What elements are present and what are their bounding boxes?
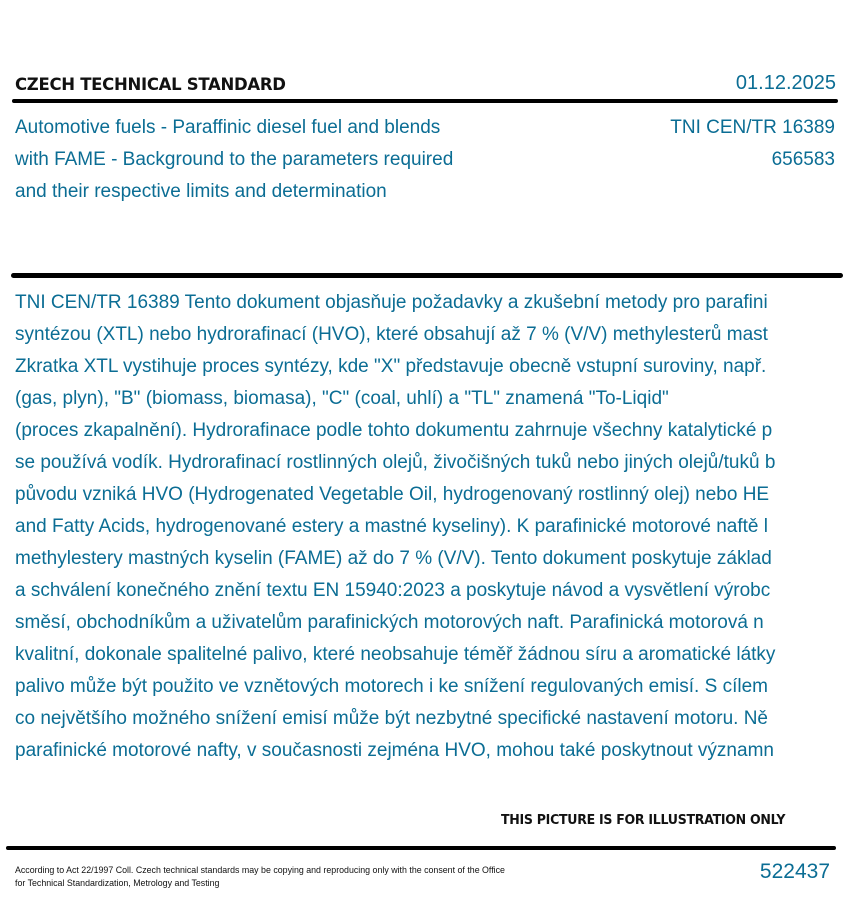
footer-divider	[6, 846, 836, 850]
abstract-text	[15, 287, 865, 767]
footer-number: 522437	[759, 860, 830, 883]
abstract-line: (proces zkapalnění). Hydrorafinace podle tohto dokumentu zahrnuje všechny katalytické p	[15, 420, 773, 441]
abstract-line: palivo může být použito ve vznětových motorech i ke snížení regulovaných emisí. S cílem	[15, 676, 768, 697]
publication-date: 01.12.2025	[735, 72, 836, 94]
abstract-line: původu vzniká HVO (Hydrogenated Vegetable Oil, hydrogenovaný rostlinný olej) nebo HE	[15, 484, 770, 505]
abstract-line: Zkratka XTL vystihuje proces syntézy, kde "X" představuje obecně vstupní suroviny, např.	[15, 356, 767, 377]
body-divider	[11, 273, 843, 278]
abstract-line: and Fatty Acids, hydrogenované estery a mastné kyseliny). K parafinické motorové naftě l	[15, 516, 768, 537]
abstract-line: směsí, obchodníkům a uživatelům parafinických motorových naft. Parafinická motorová n	[15, 612, 764, 633]
abstract-line: syntézou (XTL) nebo hydrorafinací (HVO), které obsahují až 7 % (V/V) methylesterů mast	[15, 324, 768, 345]
copyright-line: According to Act 22/1997 Coll. Czech technical standards may be copying and reproducing only with the consent of the Office	[15, 865, 505, 876]
abstract-line: (gas, plyn), "B" (biomass, biomasa), "C" (coal, uhlí) a "TL" znamená "To-Liqid"	[15, 388, 669, 409]
abstract-line: kvalitní, dokonale spalitelné palivo, které neobsahuje téměř žádnou síru a aromatické látky	[15, 644, 776, 665]
abstract-line: se používá vodík. Hydrorafinací rostlinných olejů, živočišných tuků nebo jiných olejů/tuků b	[15, 452, 776, 473]
header-divider	[12, 99, 838, 103]
copyright-line: for Technical Standardization, Metrology and Testing	[15, 878, 220, 889]
standard-code: TNI CEN/TR 16389	[670, 117, 835, 138]
illustration-disclaimer: THIS PICTURE IS FOR ILLUSTRATION ONLY	[501, 812, 786, 828]
abstract-line: a schválení konečného znění textu EN 15940:2023 a poskytuje návod a vysvětlení výrobc	[15, 580, 771, 601]
standard-title-line: with FAME - Background to the parameters required	[15, 149, 454, 170]
standard-title-line: and their respective limits and determination	[15, 181, 387, 202]
abstract-line: parafinické motorové nafty, v současnosti zejména HVO, mohou také poskytnout významn	[15, 740, 774, 761]
document-type-label: CZECH TECHNICAL STANDARD	[15, 75, 286, 95]
standard-title-line: Automotive fuels - Paraffinic diesel fuel and blends	[15, 117, 441, 138]
abstract-line: co největšího možného snížení emisí může být nezbytné specifické nastavení motoru. Ně	[15, 708, 768, 729]
copyright-notice	[15, 864, 505, 890]
abstract-line: TNI CEN/TR 16389 Tento dokument objasňuje požadavky a zkušební metody pro parafini	[15, 292, 768, 313]
abstract-line: methylestery mastných kyselin (FAME) až do 7 % (V/V). Tento dokument poskytuje základ	[15, 548, 772, 569]
catalog-number: 656583	[771, 149, 835, 170]
